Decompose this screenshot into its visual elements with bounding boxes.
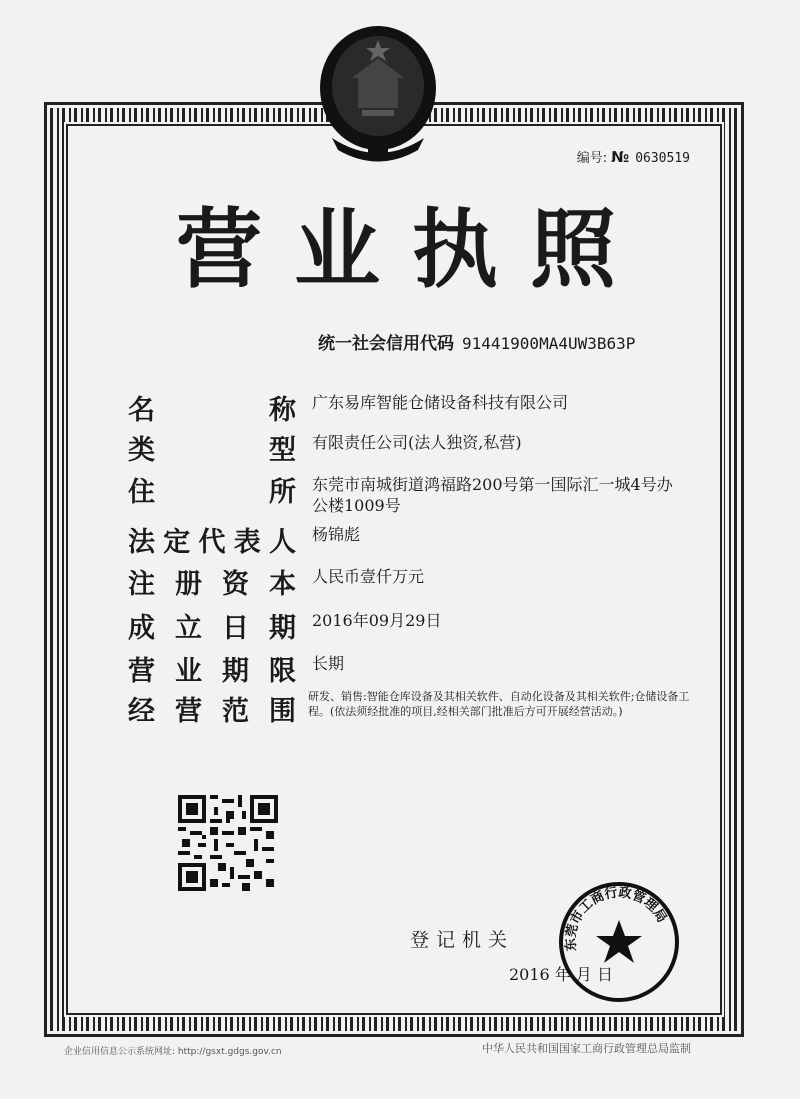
field-address-value: 东莞市南城街道鸿福路200号第一国际汇一城4号办公楼1009号	[312, 475, 673, 515]
field-legal-rep-value: 杨锦彪	[312, 525, 361, 544]
qr-code-icon	[178, 795, 278, 891]
credit-code-value: 91441900MA4UW3B63P	[462, 334, 636, 353]
field-type-label: 类 型	[128, 435, 296, 466]
official-seal-icon	[557, 880, 681, 1004]
serial-number	[577, 147, 690, 166]
serial-label: 编号:	[576, 151, 608, 166]
field-established-label: 成 立 日 期	[128, 613, 296, 644]
credit-code-label: 统一社会信用代码	[318, 334, 454, 354]
seal-text: 东莞市工商行政管理局	[563, 885, 670, 952]
field-name-label: 名 称	[128, 395, 296, 426]
field-type-value: 有限责任公司(法人独资,私营)	[312, 433, 522, 452]
issue-date: 2016 年 月 日	[509, 965, 613, 984]
field-legal-rep-label: 法 定 代 表 人	[128, 527, 296, 558]
field-term-label: 营 业 期 限	[128, 656, 296, 687]
field-term-value: 长期	[312, 654, 345, 673]
footer-left-note: 企业信用信息公示系统网址: http://gsxt.gdgs.gov.cn	[64, 1047, 282, 1057]
serial-value: 0630519	[635, 151, 690, 166]
serial-mark: №	[611, 148, 630, 166]
footer-right-note: 中华人民共和国国家工商行政管理总局监制	[482, 1042, 691, 1055]
field-scope-value: 研发、销售:智能仓库设备及其相关软件、自动化设备及其相关软件;仓储设备工程。(依法须经批准的项目,经相关部门批准后方可开展经营活动。)	[308, 690, 690, 718]
national-emblem-icon	[312, 18, 444, 168]
field-capital-label: 注 册 资 本	[128, 569, 296, 600]
field-capital-value: 人民币壹仟万元	[312, 567, 425, 586]
field-address-label: 住 所	[128, 477, 296, 508]
credit-code	[318, 329, 635, 354]
field-name-value: 广东易库智能仓储设备科技有限公司	[312, 393, 569, 412]
registration-authority: 登记机关	[410, 929, 515, 951]
document-title: 营业执照	[176, 200, 648, 300]
field-scope-label: 经 营 范 围	[128, 696, 296, 727]
field-established-value: 2016年09月29日	[312, 611, 442, 630]
